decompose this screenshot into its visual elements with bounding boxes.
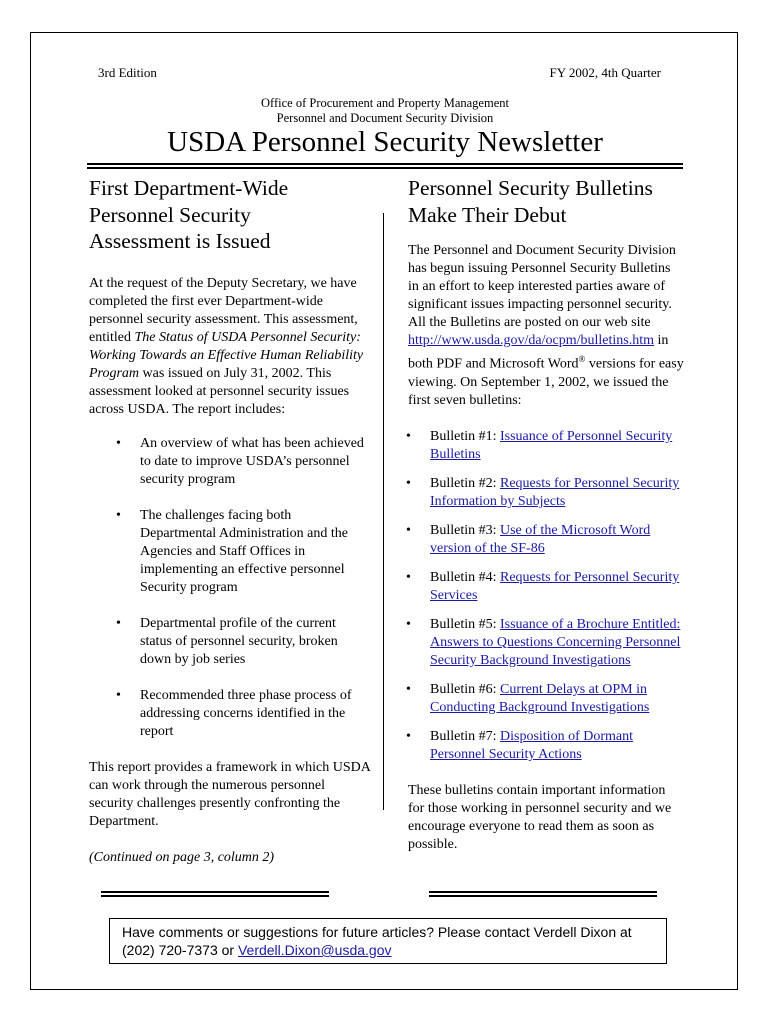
bullet-icon: •: [406, 475, 411, 491]
quarter-label: FY 2002, 4th Quarter: [549, 65, 661, 80]
bullet-icon: •: [406, 569, 411, 585]
right-article: [408, 175, 684, 854]
bulletin-label: Bulletin #3:: [430, 522, 500, 538]
list-item: [406, 681, 684, 717]
right-headline-line1: Personnel Security Bulletins: [408, 176, 653, 200]
list-item-text: The challenges facing both Departmental Administration and the Agencies and Staff Offices in implementing an effective personnel Security program: [140, 507, 349, 595]
bullet-icon: •: [116, 435, 121, 451]
bullet-icon: •: [116, 507, 121, 523]
bullet-icon: •: [406, 728, 411, 744]
bulletin-link[interactable]: Issuance of Personnel Security Bulletins: [430, 428, 673, 462]
left-intro-text-1: At the request of the Deputy Secretary, we have completed the first ever Department-wide personnel security assessment. This assessment, entitled: [89, 275, 358, 345]
right-closing-paragraph: These bulletins contain important information for those working in personnel security and we encourage everyone to read them as soon as possible.: [408, 782, 672, 852]
report-title-italic: The Status of USDA Personnel Security: Working Towards an Effective Human Reliability Program: [89, 329, 364, 381]
report-contents-list: [116, 435, 366, 741]
left-headline-line3: Assessment is Issued: [89, 229, 271, 253]
list-item-text: Recommended three phase process of addressing concerns identified in the report: [140, 687, 352, 739]
left-intro-text-2: was issued on July 31, 2002. This assessment looked at personnel security issues across USDA. The report includes:: [89, 365, 350, 417]
left-headline: [89, 175, 371, 255]
bullet-icon: •: [406, 616, 411, 632]
bullet-icon: •: [406, 522, 411, 538]
list-item: [116, 687, 366, 741]
list-item-text: An overview of what has been achieved to date to improve USDA’s personnel security program: [140, 435, 364, 487]
bulletin-link[interactable]: Requests for Personnel Security Information by Subjects: [430, 475, 680, 509]
left-headline-line1: First Department-Wide: [89, 176, 289, 200]
list-item: [406, 569, 684, 605]
left-article: [89, 175, 371, 867]
contact-email-link[interactable]: Verdell.Dixon@usda.gov: [237, 942, 392, 958]
right-headline-line2: Make Their Debut: [408, 202, 567, 227]
bulletin-label: Bulletin #7:: [430, 728, 500, 744]
bulletin-link[interactable]: Requests for Personnel Security Services: [430, 569, 680, 603]
right-intro-paragraph: [408, 242, 684, 410]
right-intro-text-3: versions for easy viewing. On September 1, 2002, we issued the first seven bulletins:: [408, 356, 684, 408]
column-divider: [383, 213, 384, 810]
list-item: [406, 475, 684, 511]
list-item: [116, 507, 366, 597]
bulletin-link[interactable]: Issuance of a Brochure Entitled: Answers to Questions Concerning Personnel Security Background Investigations: [430, 616, 681, 668]
left-footer-divider: [101, 891, 329, 897]
bulletin-link[interactable]: Use of the Microsoft Word version of the SF-86: [430, 522, 651, 556]
list-item: [406, 728, 684, 764]
left-headline-line2: Personnel Security: [89, 202, 251, 227]
continued-note: [89, 849, 371, 867]
edition-label: 3rd Edition: [98, 65, 157, 80]
office-line-1: Office of Procurement and Property Management: [261, 96, 509, 110]
list-item: [406, 616, 684, 670]
bulletins-url-link[interactable]: http://www.usda.gov/da/ocpm/bulletins.htm: [408, 333, 655, 348]
left-intro-paragraph: [89, 275, 371, 419]
bullet-icon: •: [116, 687, 121, 703]
list-item: [116, 615, 366, 669]
bulletin-label: Bulletin #6:: [430, 681, 500, 697]
bullet-icon: •: [116, 615, 121, 631]
bulletins-list: [406, 428, 684, 764]
bullet-icon: •: [406, 681, 411, 697]
office-line-2: Personnel and Document Security Division: [276, 111, 494, 125]
bulletin-link[interactable]: Current Delays at OPM in Conducting Background Investigations: [430, 681, 650, 715]
contact-text: Have comments or suggestions for future articles? Please contact Verdell Dixon at (202) 720-7373 or: [122, 924, 632, 958]
bulletin-label: Bulletin #4:: [430, 569, 500, 585]
registered-mark: ®: [578, 354, 586, 364]
contact-box: [109, 918, 667, 964]
bulletin-label: Bulletin #5:: [430, 616, 500, 632]
list-item: [406, 428, 684, 464]
continued-note-text: (Continued on page 3, column 2): [89, 849, 275, 865]
newsletter-title: USDA Personnel Security Newsletter: [167, 126, 603, 158]
right-intro-text-1: The Personnel and Document Security Division has begun issuing Personnel Security Bulletins in an effort to keep interested parties aware of significant issues impacting personnel security. All the Bulletins are posted on our web site: [408, 243, 676, 330]
left-closing-paragraph: This report provides a framework in which USDA can work through the numerous personnel security challenges presently confronting the Department.: [89, 759, 371, 829]
bulletin-label: Bulletin #1:: [430, 428, 500, 444]
list-item: [406, 522, 684, 558]
right-headline: [408, 175, 684, 228]
list-item: [116, 435, 366, 489]
bulletin-label: Bulletin #2:: [430, 475, 500, 491]
title-divider: [87, 163, 683, 169]
list-item-text: Departmental profile of the current status of personnel security, broken down by job series: [140, 615, 338, 667]
bullet-icon: •: [406, 428, 411, 444]
bulletin-link[interactable]: Disposition of Dormant Personnel Security Actions: [430, 728, 633, 762]
right-intro-text-2: in both PDF and Microsoft Word: [408, 333, 669, 372]
right-footer-divider: [429, 891, 657, 897]
